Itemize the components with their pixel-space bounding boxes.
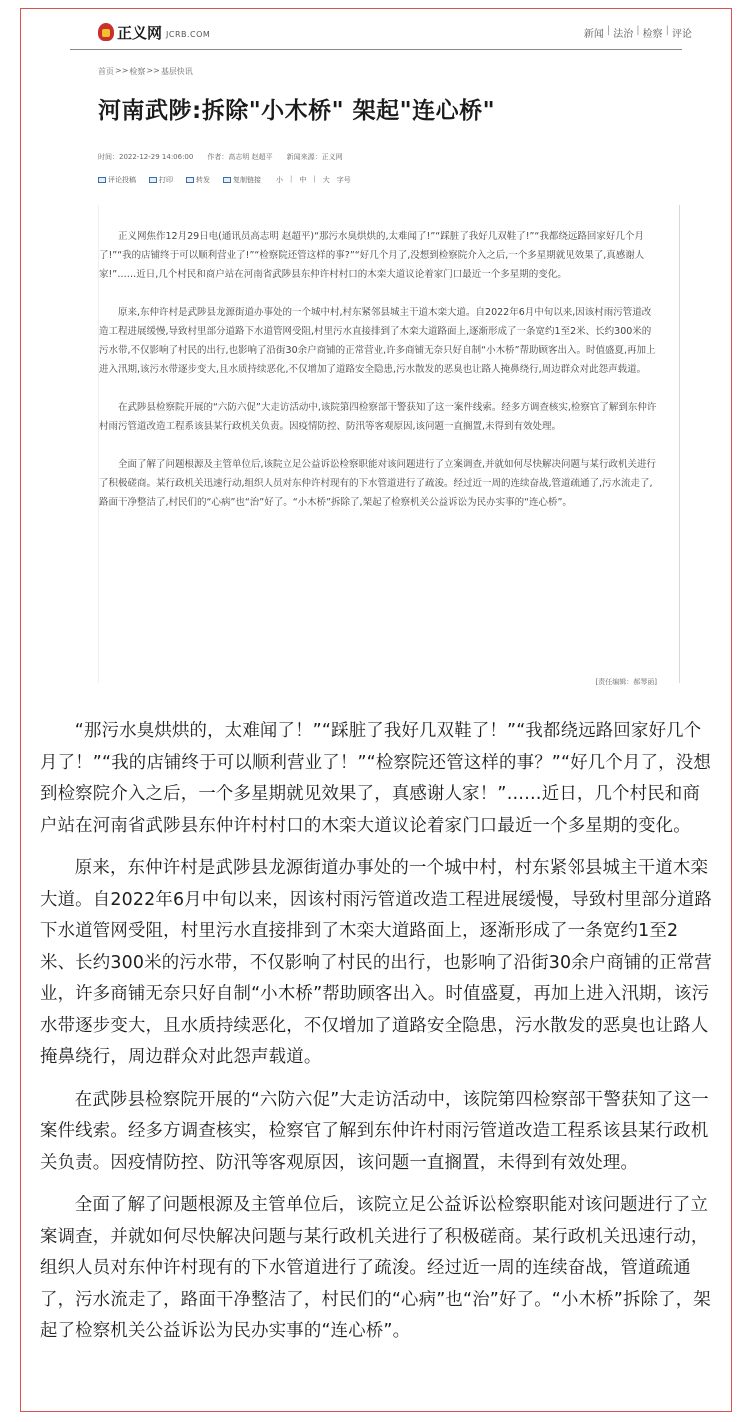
article-paragraph: 全面了解了问题根源及主管单位后,该院立足公益诉讼检察职能对该问题进行了立案调查,并就如何尽快解决问题与某行政机关进行了积极磋商。某行政机关迅速行动,组织人员对东仲许村现有的下水管道进行了疏浚。经过近一周的连续奋战,管道疏通了,污水流走了,路面干净整洁了,村民们的“心病”也“治”好了。“小木桥”拆除了,架起了检察机关公益诉讼为民办实事的“连心桥”。	[99, 459, 657, 508]
breadcrumb-separator: >>	[115, 66, 129, 75]
breadcrumb	[98, 66, 193, 77]
print-button[interactable]	[149, 175, 173, 185]
article-title: 河南武陟:拆除"小木桥" 架起"连心桥"	[98, 98, 496, 124]
link-icon	[223, 177, 231, 183]
logo-emblem-icon	[98, 23, 114, 41]
article-author: 作者：高志明 赵超平	[207, 153, 273, 161]
article-paragraph: 原来,东仲许村是武陟县龙源街道办事处的一个城中村,村东紧邻县城主干道木栾大道。自2022年6月中旬以来,因该村雨污管道改造工程进展缓慢,导致村里部分道路下水道管网受阻,村里污水直接排到了木栾大道路面上,逐渐形成了一条宽约1至2米、长约300米的污水带,不仅影响了村民的出行,也影响了沿街30余户商铺的正常营业,许多商铺无奈只好自制“小木桥”帮助顾客出入。时值盛夏,再加上进入汛期,该污水带逐步变大,且水质持续恶化,不仅增加了道路安全隐患,污水散发的恶臭也让路人掩鼻绕行,周边群众对此怨声载道。	[99, 307, 656, 375]
article-content	[99, 227, 659, 531]
breadcrumb-home[interactable]: 首页	[98, 67, 114, 76]
transcript-paragraph: 原来，东仲许村是武陟县龙源街道办事处的一个城中村，村东紧邻县城主干道木栾大道。自2022年6月中旬以来，因该村雨污管道改造工程进展缓慢，导致村里部分道路下水道管网受阻，村里污水直接排到了木栾大道路面上，逐渐形成了一条宽约1至2米、长约300米的污水带，不仅影响了村民的出行，也影响了沿街30余户商铺的正常营业，许多商铺无奈只好自制“小木桥”帮助顾客出入。时值盛夏，再加上进入汛期，该污水带逐步变大，且水质持续恶化，不仅增加了道路安全隐患，污水散发的恶臭也让路人掩鼻绕行，周边群众对此怨声载道。	[40, 858, 712, 1067]
font-size-separator: |	[290, 175, 293, 183]
nav-separator: |	[665, 25, 669, 36]
nav-separator: |	[636, 25, 640, 36]
article-body	[98, 205, 680, 686]
copy-link-label: 复制链接	[233, 176, 261, 184]
article-time: 时间：2022-12-29 14:06:00	[98, 153, 194, 161]
forward-button[interactable]	[186, 175, 210, 185]
print-icon	[149, 177, 157, 183]
article-meta	[98, 152, 343, 162]
print-label: 打印	[159, 176, 173, 184]
transcript-paragraph: 全面了解了问题根源及主管单位后，该院立足公益诉讼检察职能对该问题进行了立案调查，并就如何尽快解决问题与某行政机关进行了积极磋商。某行政机关迅速行动，组织人员对东仲许村现有的下水管道进行了疏浚。经过近一周的连续奋战，管道疏通了，污水流走了，路面干净整洁了，村民们的“心病”也“治”好了。“小木桥”拆除了，架起了检察机关公益诉讼为民办实事的“连心桥”。	[40, 1195, 711, 1341]
breadcrumb-procuratorate[interactable]: 检察	[129, 67, 146, 76]
comment-icon	[98, 177, 106, 183]
font-size-label: 字号	[336, 176, 351, 184]
nav-separator: |	[606, 25, 611, 36]
nav-item-news[interactable]: 新闻	[583, 29, 604, 40]
comment-submit-label: 评论投稿	[108, 176, 136, 184]
site-logo[interactable]	[98, 20, 210, 44]
nav-item-comment[interactable]: 评论	[672, 29, 692, 40]
nav-item-law[interactable]: 法治	[613, 29, 634, 40]
comment-submit-button[interactable]	[98, 175, 136, 185]
transcript-paragraph: 在武陟县检察院开展的“六防六促”大走访活动中，该院第四检察部干警获知了这一案件线索。经多方调查核实，检察官了解到东仲许村雨污管道改造工程系该县某行政机关负责。因疫情防控、防汛等客观原因，该问题一直搁置，未得到有效处理。	[40, 1089, 709, 1173]
site-header	[70, 16, 692, 50]
forward-icon	[186, 177, 194, 183]
breadcrumb-separator: >>	[146, 66, 160, 75]
font-size-separator: |	[313, 175, 316, 183]
responsible-editor: [责任编辑：郝琴函]	[595, 678, 657, 686]
font-size-large[interactable]: 大	[322, 176, 330, 184]
top-nav	[583, 25, 692, 40]
nav-item-procuratorate[interactable]: 检察	[642, 29, 663, 40]
font-size-medium[interactable]: 中	[299, 176, 307, 184]
logo-domain: JCRB.COM	[166, 30, 211, 39]
article-paragraph: 在武陟县检察院开展的“六防六促”大走访活动中,该院第四检察部干警获知了这一案件线索。经多方调查核实,检察官了解到东仲许村雨污管道改造工程系该县某行政机关负责。因疫情防控、防汛等客观原因,该问题一直搁置,未得到有效处理。	[99, 402, 657, 432]
logo-text: 正义网	[117, 23, 163, 42]
article-paragraph: 正义网焦作12月29日电(通讯员高志明 赵超平)“那污水臭烘烘的,太难闻了!”“踩脏了我好几双鞋了!”“我都绕远路回家好几个月了!”“我的店铺终于可以顺利营业了!”“检察院还管这样的事?”“好几个月了,没想到检察院介入之后,一个多星期就见效果了,真感谢人家!”……近日,几个村民和商户站在河南省武陟县东仲许村村口的木栾大道议论着家门口最近一个多星期的变化。	[99, 231, 645, 280]
font-size-small[interactable]: 小	[276, 176, 283, 184]
forward-label: 转发	[196, 176, 210, 184]
article-source: 新闻来源：正义网	[286, 153, 343, 161]
breadcrumb-grassroots[interactable]: 基层快讯	[160, 67, 193, 76]
font-size-switcher	[276, 175, 351, 185]
transcript-paragraph: “那污水臭烘烘的，太难闻了！”“踩脏了我好几双鞋了！”“我都绕远路回家好几个月了！”“我的店铺终于可以顺利营业了！”“检察院还管这样的事？”“好几个月了，没想到检察院介入之后，一个多星期就见效果了，真感谢人家！”……近日，几个村民和商户站在河南省武陟县东仲许村村口的木栾大道议论着家门口最近一个多星期的变化。	[40, 721, 711, 836]
copy-link-button[interactable]	[223, 175, 261, 185]
enlarged-transcript	[40, 716, 712, 1359]
article-toolbar	[98, 175, 351, 185]
